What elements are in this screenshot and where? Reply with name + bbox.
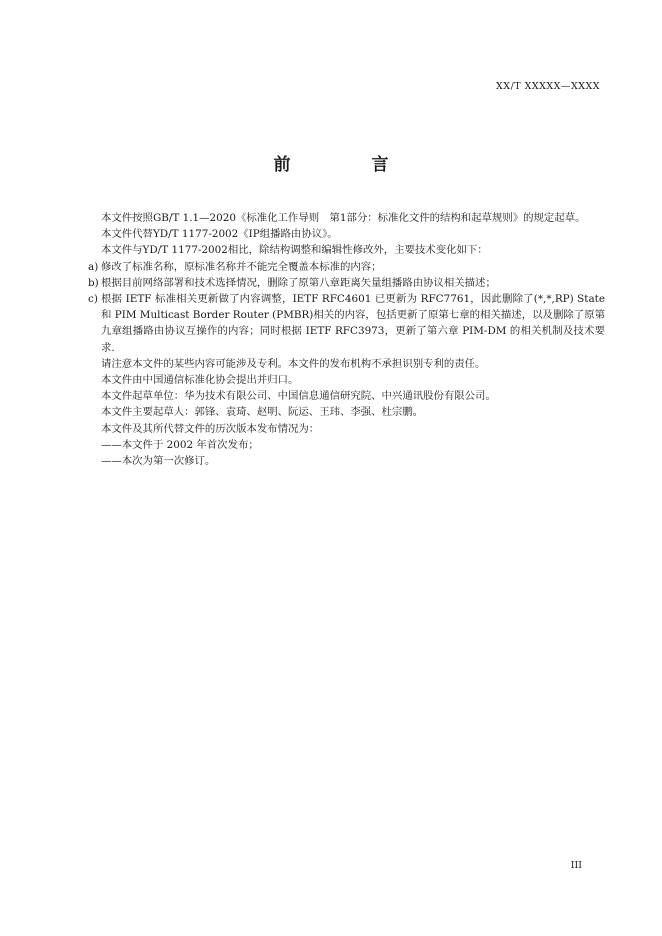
paragraph-drafting-units: 本文件起草单位：华为技术有限公司、中国信息通信研究院、中兴通讯股份有限公司。 [101,390,496,403]
paragraph-drafting-rules: 本文件按照GB/T 1.1—2020《标准化工作导则 第1部分：标准化文件的结构和起草规则》的规定起草。 [101,212,586,224]
change-item-a [80,259,605,275]
foreword-body [80,210,605,469]
history-item: ——本次为第一次修订。 [101,455,216,468]
paragraph-replaces: 本文件代替YD/T 1177-2002《IP组播路由协议》。 [101,228,338,241]
page-title: 前 言 [273,155,421,175]
paragraph-drafters: 本文件主要起草人：郭锋、袁琦、赵明、阮运、王玮、李强、杜宗鹏。 [101,406,424,419]
page-number: III [570,860,582,871]
document-number: XX/T XXXXX—XXXX [496,81,600,92]
change-text: 根据 IETF 标准相关更新做了内容调整，IETF RFC4601 已更新为 RFC7761，因此删除了(*,*,RP) State 和 PIM Multicast Border Router (PMBR)相关的内容，包括更新了原第七章的相关描述，以及删除了原第九章组播路由协议互操作的内容；同时根据 IETF RFC3973，更新了第六章 PIM-DM 的相关机制及技术要求. [101,293,605,354]
paragraph-proposer: 本文件由中国通信标准化协会提出并归口。 [101,374,299,387]
list-marker: c) [88,293,98,306]
change-item-c [80,291,605,356]
paragraph-history-intro: 本文件及其所代替文件的历次版本发布情况为： [101,422,320,435]
change-item-b [80,275,605,291]
change-text: 根据目前网络部署和技术选择情况，删除了原第八章距离矢量组播路由协议相关描述； [101,276,496,289]
paragraph-patent-notice: 请注意本文件的某些内容可能涉及专利。本文件的发布机构不承担识别专利的责任。 [101,357,486,370]
list-marker: b) [88,276,99,289]
change-text: 修改了标准名称，原标准名称并不能完全覆盖本标准的内容； [101,260,382,273]
history-item: ——本文件于 2002 年首次发布； [101,438,259,451]
list-marker: a) [88,260,99,273]
paragraph-changes-intro: 本文件与YD/T 1177-2002相比，除结构调整和编辑性修改外，主要技术变化如下： [101,244,488,257]
